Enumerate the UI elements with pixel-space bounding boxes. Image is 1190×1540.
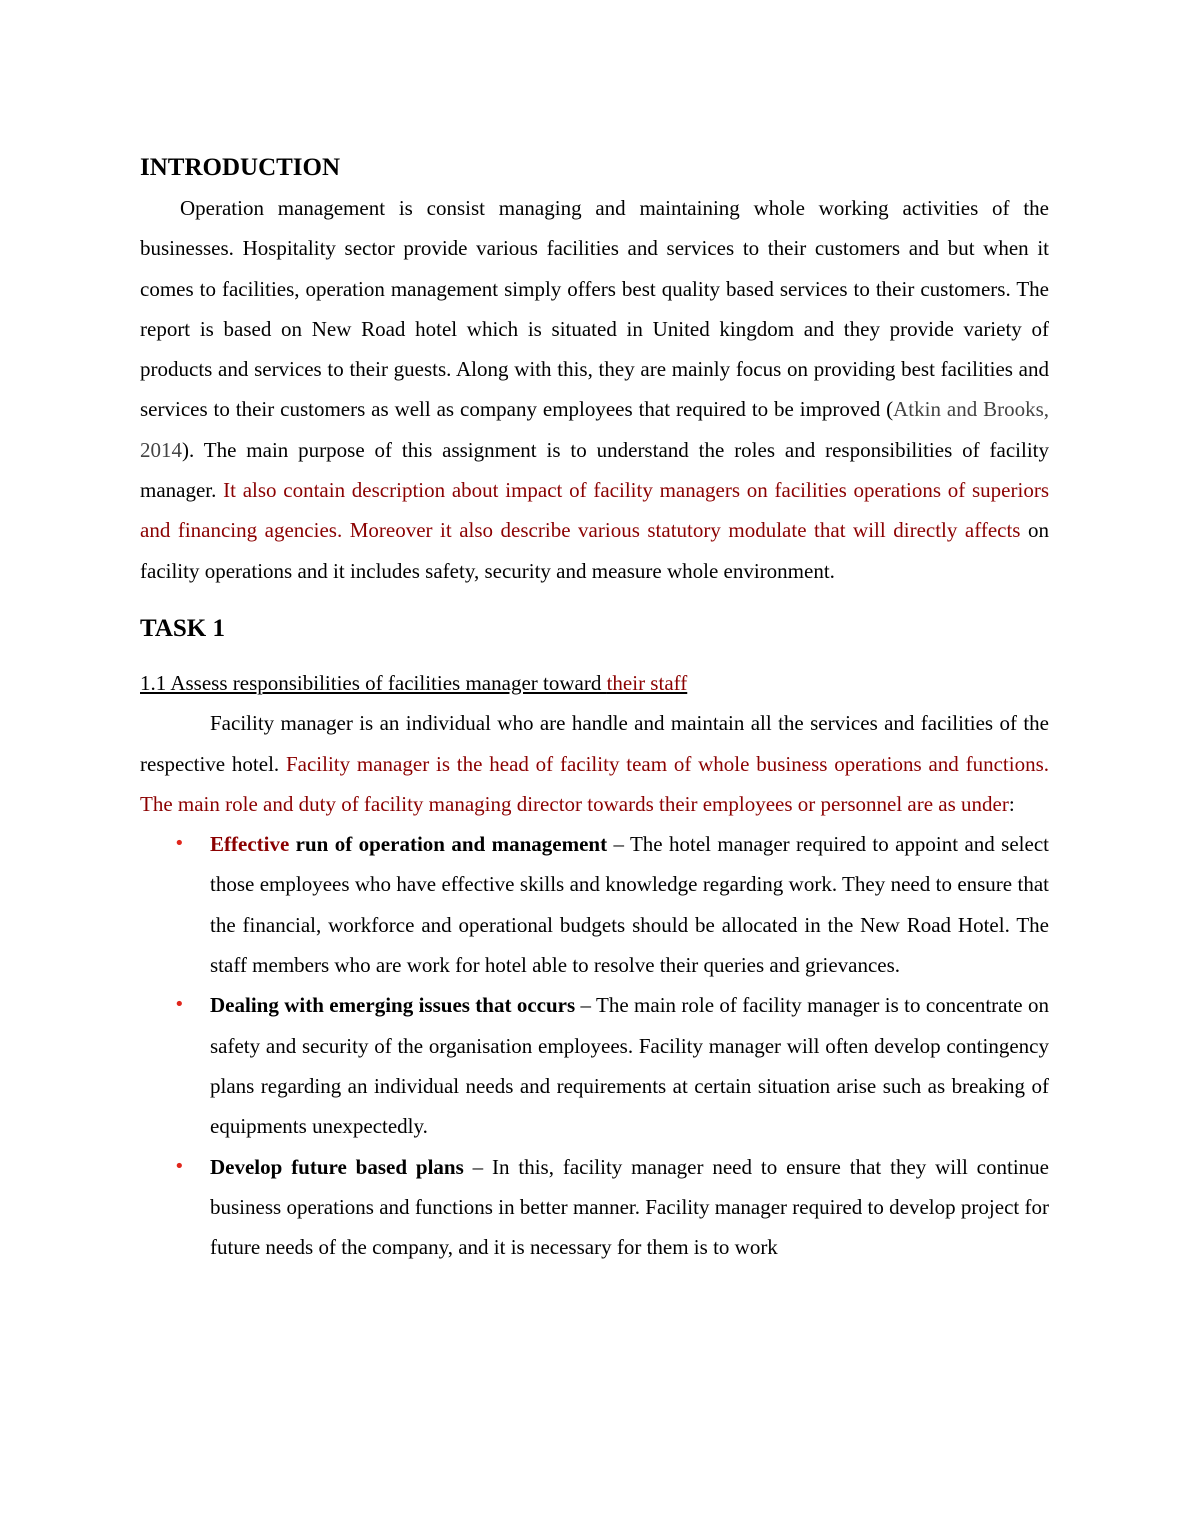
bullet-icon: • — [174, 1155, 185, 1177]
task1-heading: TASK 1 — [140, 614, 225, 642]
task1-text-highlight: Facility manager is the head of facility team of whole business operations and functions. The main role and duty of facility managing director towards their employees or personnel are as under — [140, 751, 1050, 816]
task1-paragraph — [140, 703, 1049, 824]
list-item — [174, 824, 1049, 985]
intro-text-a: Operation management is consist managing and maintaining whole working activities of the businesses. Hospitality sector provide various facilities and services to their customers and but when it comes to facilities, operation management simply offers best quality based services to their customers. The report is based on New Road hotel which is situated in United kingdom and they provide variety of products and services to their guests. Along with this, they are mainly focus on providing best facilities and services to their customers as well as company employees that required to be improved ( — [140, 196, 1049, 422]
intro-text-highlight: It also contain description about impact of facility managers on facilities operations of superiors and financing agencies. Moreover it also describe various statutory modulate that will directly affects — [140, 478, 1049, 543]
task1-subheading — [140, 663, 1049, 703]
intro-text-b: ). The main purpose of this assignment is to understand the roles and responsibilities of facility manager. — [140, 437, 1049, 503]
intro-heading: INTRODUCTION — [140, 154, 341, 181]
intro-paragraph — [140, 188, 1049, 591]
list-item — [174, 1147, 1049, 1268]
intro-text-c: on facility operations and it includes safety, security and measure whole environment. — [140, 518, 1050, 583]
list-item-text: – In this, facility manager need to ensure that they will continue business operations and functions in better manner. Facility manager required to develop project for future needs of the company, and it is necessary for them is to work — [210, 1154, 1049, 1260]
bullet-icon: • — [174, 833, 185, 855]
list-item — [174, 985, 1049, 1146]
task1-text-a: Facility manager is an individual who are handle and maintain all the services and facilities of the respective hotel. — [140, 711, 1049, 776]
subheading-highlight: their staff — [606, 670, 688, 695]
list-item-title: Dealing with emerging issues that occurs — [210, 993, 576, 1018]
list-item-title: run of operation and management — [289, 832, 608, 857]
intro-citation: Atkin and Brooks, 2014 — [140, 397, 1050, 462]
responsibility-list — [140, 824, 1049, 1267]
task1-text-end: : — [1008, 791, 1015, 816]
list-item-title-highlight: Effective — [210, 832, 290, 857]
list-item-title: Develop future based plans — [210, 1154, 464, 1179]
list-item-text: – The main role of facility manager is to concentrate on safety and security of the organisation employees. Facility manager will often develop contingency plans regarding an individual needs and requirements at certain situation arise such as breaking of equipments unexpectedly. — [210, 993, 1049, 1139]
bullet-icon: • — [174, 994, 185, 1016]
subheading-text: 1.1 Assess responsibilities of facilities manager toward — [140, 670, 607, 695]
list-item-text: – The hotel manager required to appoint and select those employees who have effective skills and knowledge regarding work. They need to ensure that the financial, workforce and operational budgets should be allocated in the New Road Hotel. The staff members who are work for hotel able to resolve their queries and grievances. — [210, 832, 1049, 978]
